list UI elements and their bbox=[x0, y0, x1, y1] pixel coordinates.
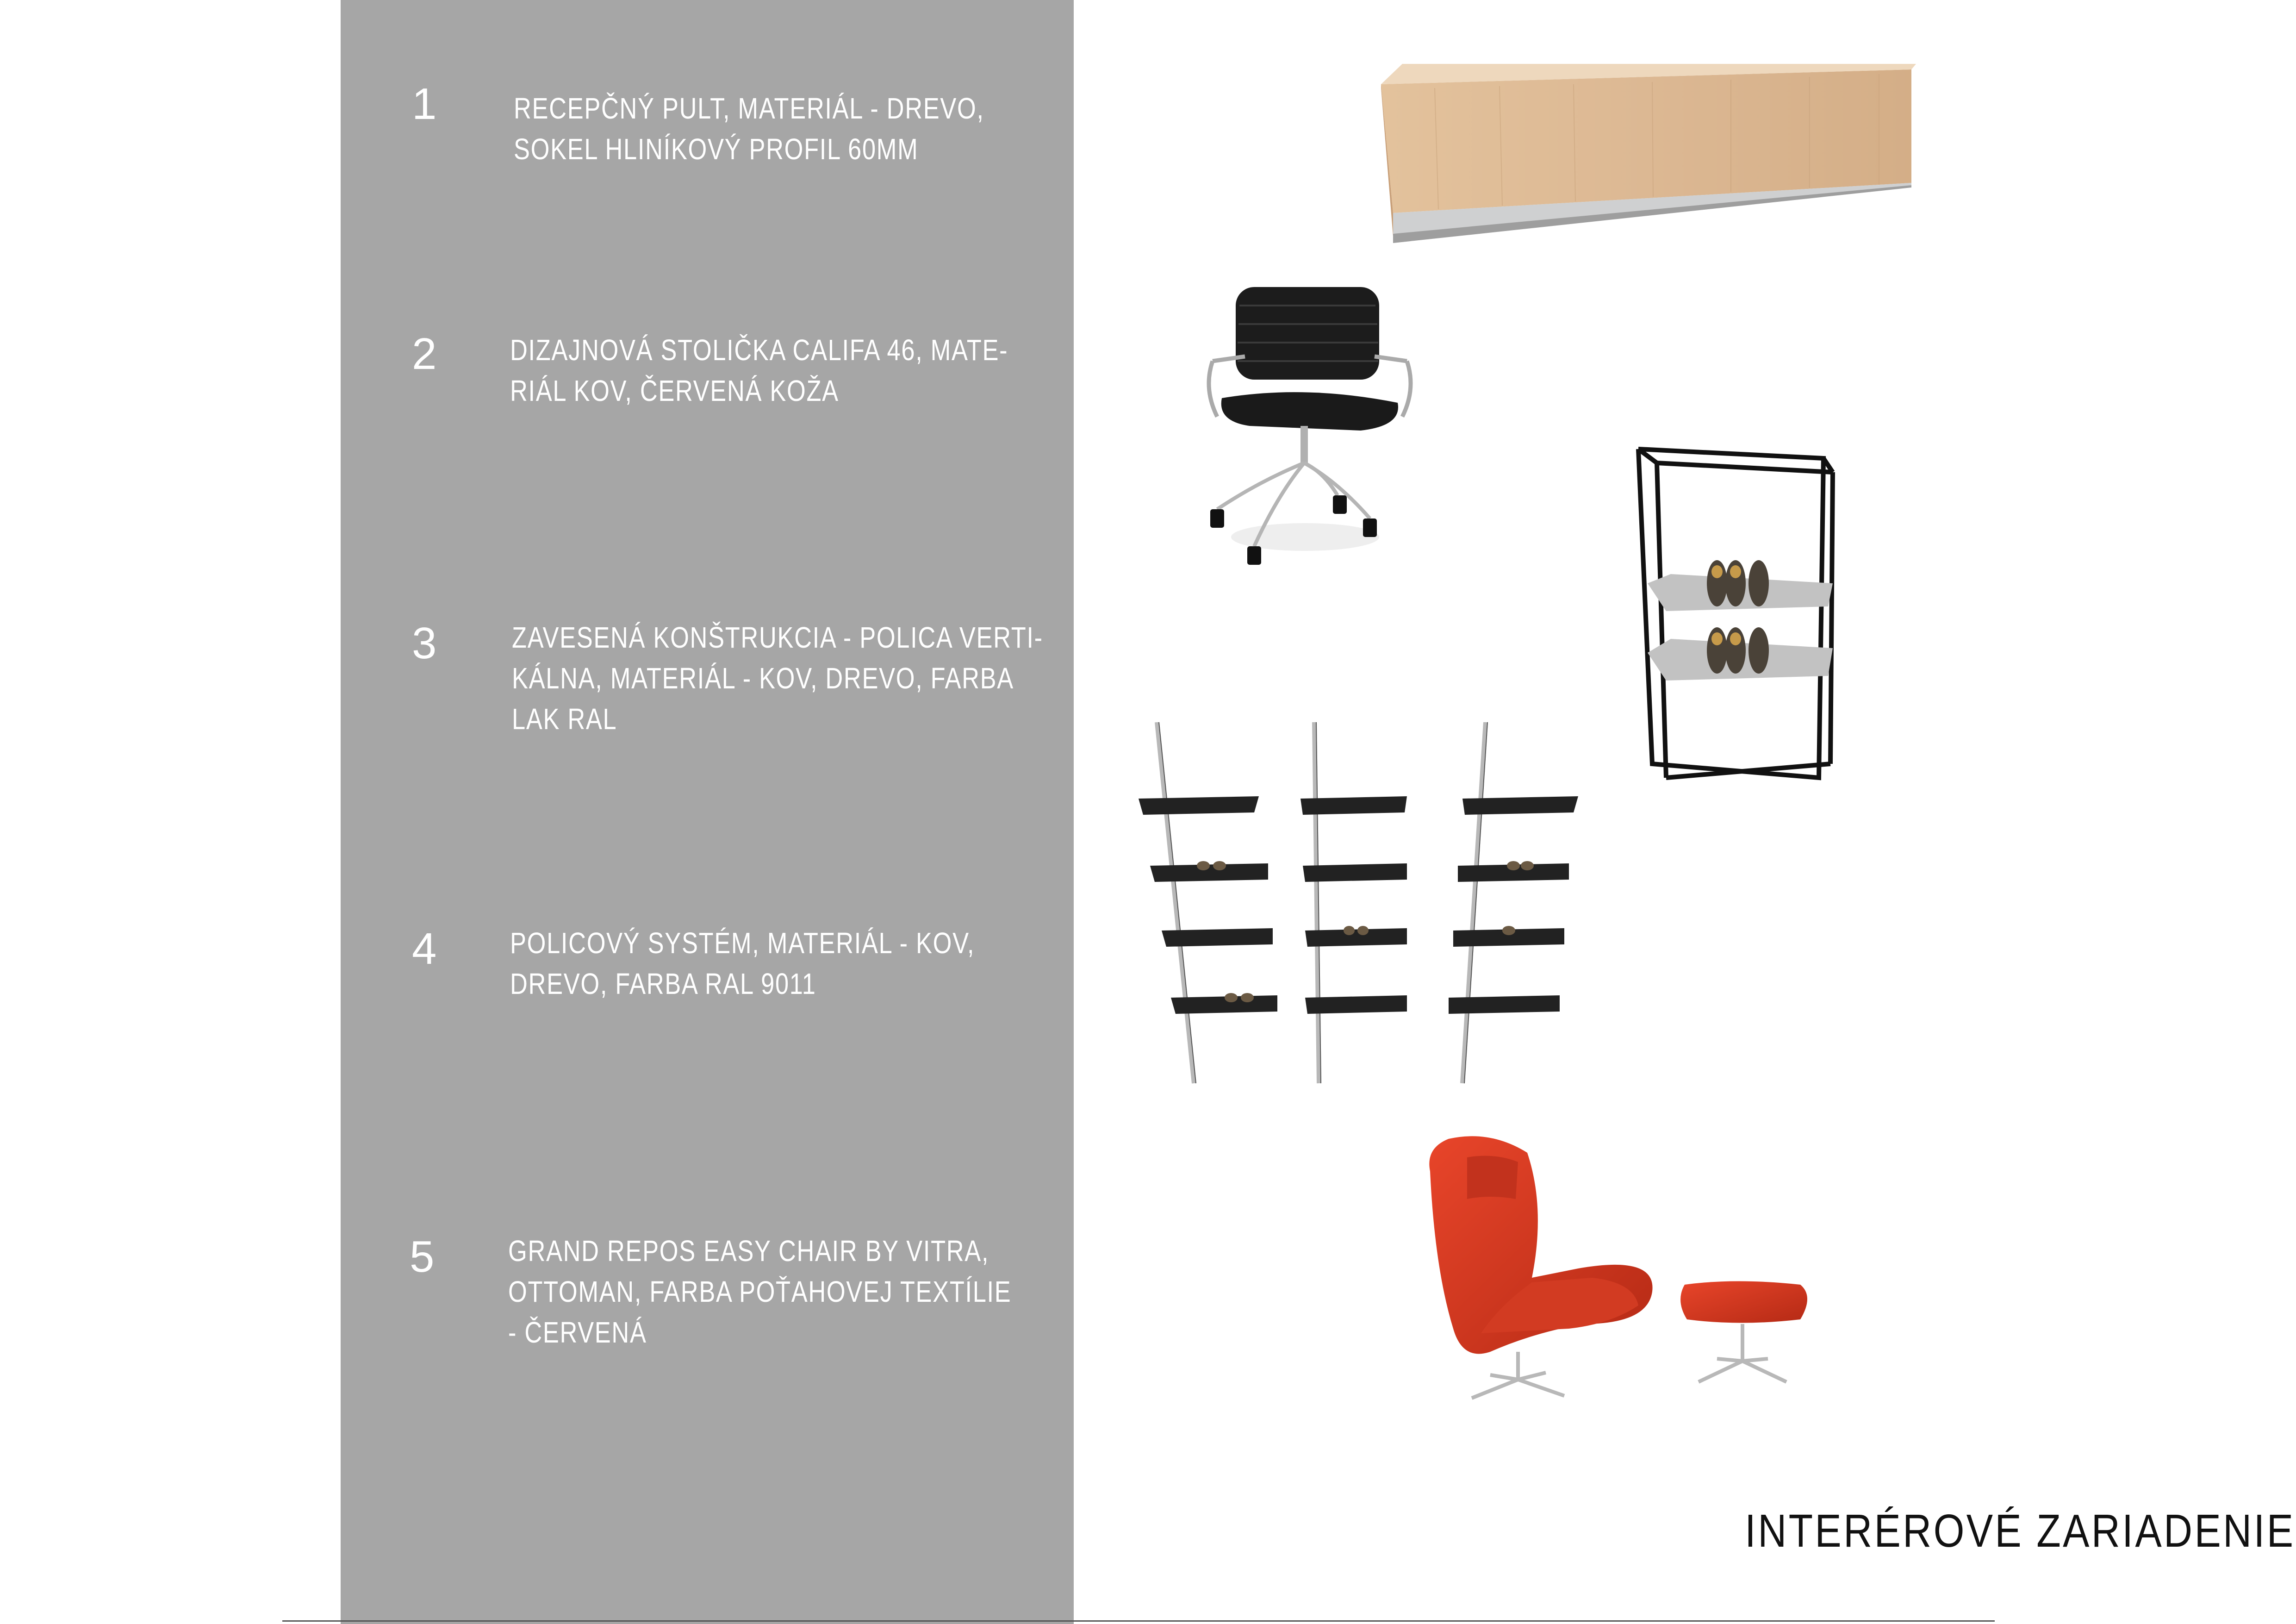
item-description-3: ZAVESENÁ KONŠTRUKCIA - POLICA VERTI- KÁLNA, MATERIÁL - KOV, DREVO, FARBA LAK RAL bbox=[512, 621, 1043, 736]
item-description-4: POLICOVÝ SYSTÉM, MATERIÁL - KOV, DREVO, FARBA RAL 9011 bbox=[510, 926, 975, 1000]
reception-desk-image bbox=[1379, 60, 1916, 255]
item-number-3: 3 bbox=[412, 618, 437, 668]
item-number-1: 1 bbox=[412, 79, 437, 129]
item-description-5: GRAND REPOS EASY CHAIR BY VITRA, OTTOMAN, FARBA POŤAHOVEJ TEXTÍLIE - ČERVENÁ bbox=[508, 1234, 1012, 1349]
sidebar-panel bbox=[341, 0, 1074, 1624]
hanging-shelf-frame-image bbox=[1634, 444, 1847, 792]
lounge-chair-ottoman-image bbox=[1416, 1130, 1842, 1426]
item-number-5: 5 bbox=[410, 1232, 435, 1281]
page-title: INTERÉROVÉ ZARIADENIE bbox=[1745, 1505, 2296, 1557]
item-number-4: 4 bbox=[412, 924, 437, 974]
office-chair-image bbox=[1185, 278, 1444, 574]
wall-shelving-system-image bbox=[1139, 722, 1583, 1088]
item-number-2: 2 bbox=[412, 329, 437, 379]
item-description-2: DIZAJNOVÁ STOLIČKA CALIFA 46, MATE- RIÁL KOV, ČERVENÁ KOŽA bbox=[510, 333, 1008, 407]
bottom-border bbox=[282, 1620, 1995, 1622]
item-description-1: RECEPČNÝ PULT, MATERIÁL - DREVO, SOKEL HLINÍKOVÝ PROFIL 60MM bbox=[514, 92, 984, 166]
